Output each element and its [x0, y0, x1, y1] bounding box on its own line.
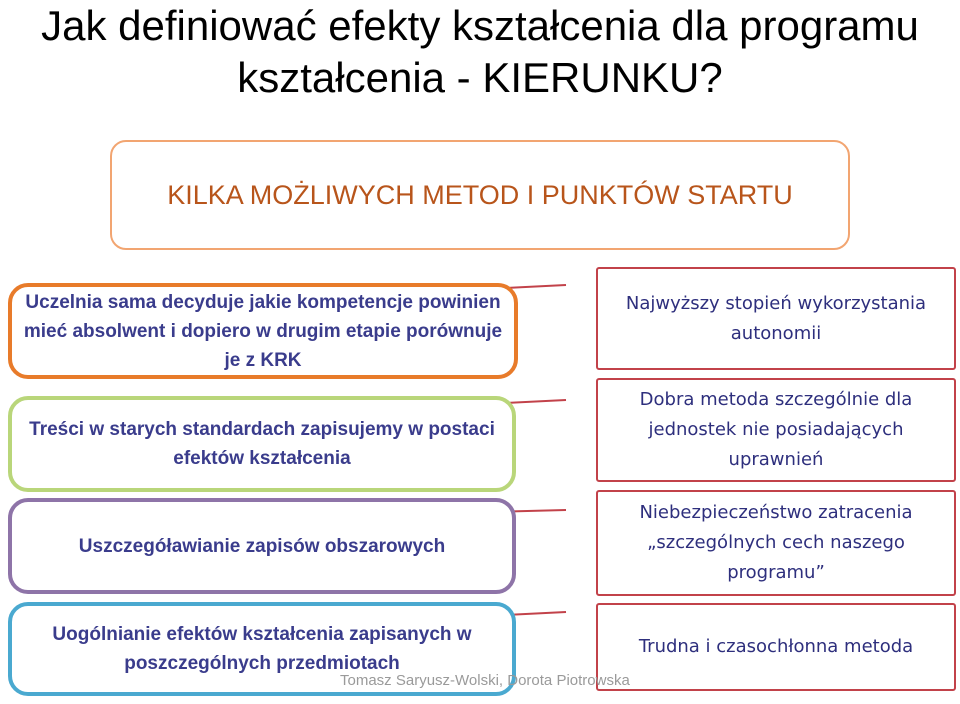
assessment-box-2: Dobra metoda szczególnie dla jednostek nie posiadających uprawnień	[596, 378, 956, 482]
method-box-4: Uogólnianie efektów kształcenia zapisanych w poszczególnych przedmiotach	[8, 602, 516, 696]
method-box-3: Uszczegóławianie zapisów obszarowych	[8, 498, 516, 594]
method-box-2: Treści w starych standardach zapisujemy w postaci efektów kształcenia	[8, 396, 516, 492]
assessment-box-1: Najwyższy stopień wykorzystania autonomii	[596, 267, 956, 370]
method-box-1: Uczelnia sama decyduje jakie kompetencje powinien mieć absolwent i dopiero w drugim etapie porównuje je z KRK	[8, 283, 518, 379]
author-footer: Tomasz Saryusz-Wolski, Dorota Piotrowska	[340, 672, 630, 689]
slide-title: Jak definiować efekty kształcenia dla programu kształcenia - KIERUNKU?	[41, 2, 919, 101]
start-box: KILKA MOŻLIWYCH METOD I PUNKTÓW STARTU	[110, 140, 850, 250]
assessment-box-3: Niebezpieczeństwo zatracenia „szczególnych cech naszego programu”	[596, 490, 956, 596]
assessment-box-4: Trudna i czasochłonna metoda	[596, 603, 956, 691]
